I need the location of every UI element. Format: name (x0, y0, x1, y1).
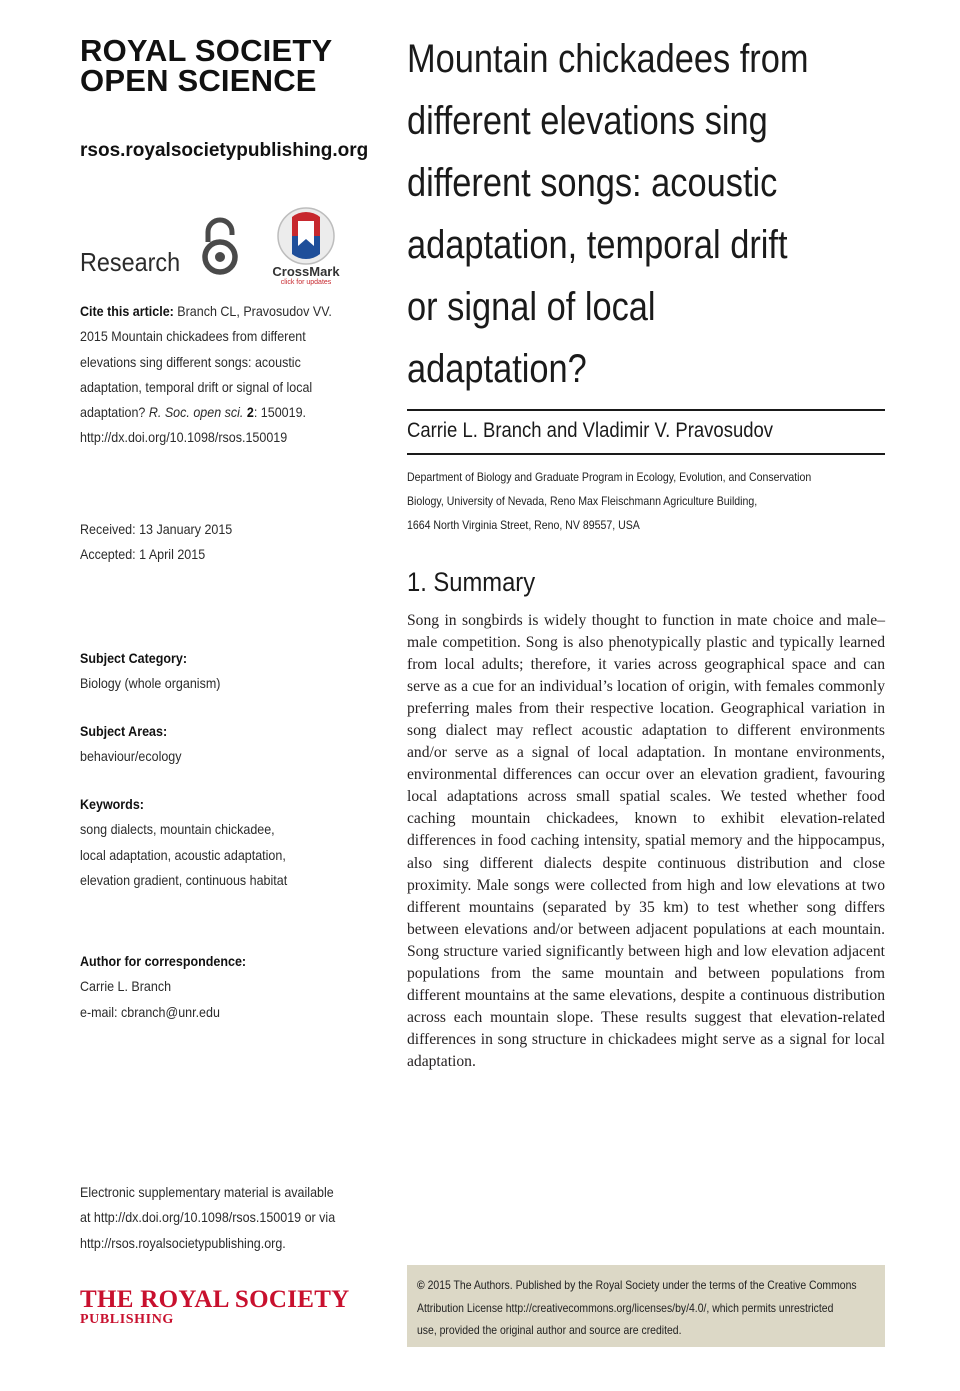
title-divider (407, 409, 885, 411)
citation-volume: 2 (246, 405, 254, 421)
subject-areas-block (80, 719, 347, 770)
email-label: e-mail: (80, 1004, 122, 1020)
citation-text: Branch CL, Pravosudov VV. 2015 Mountain chickadees from different elevations sing different songs: acoustic adaptation, temporal drift or signal of local adaptation? (80, 304, 332, 421)
citation-block (80, 299, 347, 451)
subject-areas-heading: Subject Areas: (80, 724, 168, 739)
accepted-date: Accepted: 1 April 2015 (80, 547, 206, 563)
keywords-heading: Keywords: (80, 797, 144, 812)
dates-block (80, 517, 338, 568)
title-line: or signal of local (407, 285, 656, 329)
keywords-line: local adaptation, acoustic adaptation, (80, 847, 286, 863)
open-access-icon (198, 216, 242, 278)
correspondence-heading: Author for correspondence: (80, 954, 247, 969)
article-title (407, 28, 820, 400)
title-line: Mountain chickadees from (407, 37, 809, 81)
affiliation-line: Biology, University of Nevada, Reno Max Fleischmann Agriculture Building, (407, 494, 758, 508)
title-line: adaptation? (407, 347, 587, 391)
license-line (417, 1275, 876, 1298)
keywords-line: elevation gradient, continuous habitat (80, 872, 288, 888)
license-text (417, 1275, 876, 1343)
journal-name-line1: ROYAL SOCIETY (80, 33, 333, 68)
publisher-logo-line1: THE ROYAL SOCIETY (80, 1286, 350, 1313)
subject-areas-value: behaviour/ecology (80, 749, 182, 765)
supplementary-line: Electronic supplementary material is available (80, 1185, 334, 1200)
subject-category-value: Biology (whole organism) (80, 676, 221, 692)
correspondence-block (80, 949, 347, 1025)
citation-label: Cite this article: (80, 304, 174, 319)
supplementary-line: at http://dx.doi.org/10.1098/rsos.150019 or via (80, 1210, 336, 1226)
author-divider (407, 453, 885, 455)
publisher-logo (80, 1288, 350, 1328)
citation-doi-link[interactable]: http://dx.doi.org/10.1098/rsos.150019 (80, 430, 288, 446)
citation-article-number: : 150019. (253, 405, 307, 421)
title-line: different songs: acoustic (407, 161, 778, 205)
license-line: use, provided the original author and source are credited. (417, 1324, 682, 1337)
citation-journal: R. Soc. open sci. (148, 405, 244, 421)
journal-name-line2: OPEN SCIENCE (80, 63, 317, 98)
keywords-block (80, 792, 347, 893)
crossmark-label: CrossMark (272, 264, 340, 279)
received-date: Received: 13 January 2015 (80, 522, 233, 537)
subject-category-block (80, 646, 347, 697)
correspondence-email-row (80, 1000, 347, 1025)
article-type-label: Research (80, 247, 181, 277)
title-line: adaptation, temporal drift (407, 223, 788, 267)
affiliation-block (407, 465, 865, 537)
journal-url-link[interactable]: rsos.royalsocietypublishing.org (80, 140, 369, 161)
license-line-text: 2015 The Authors. Published by the Royal Society under the terms of the Creative Commons (424, 1279, 857, 1292)
license-line: Attribution License http://creativecommons.org/licenses/by/4.0/, which permits unrestricted (417, 1301, 834, 1315)
supplementary-line: http://rsos.royalsocietypublishing.org. (80, 1235, 286, 1251)
supplementary-note (80, 1180, 356, 1256)
author-list: Carrie L. Branch and Vladimir V. Pravosudov (407, 419, 774, 442)
keywords-line: song dialects, mountain chickadee, (80, 822, 275, 838)
summary-paragraph: Song in songbirds is widely thought to function in mate choice and male–male competition. Song is also phenotypically plastic and typically learned from local adults; therefore, it varies across geographical space and can serve as a cue for an individual’s location of origin, with females commonly preferring males from their respective location. Geographical variation in song dialect may reflect acoustic adaptation to different environments and/or serve as a signal of local adaptation. In montane environments, environmental differences can occur over an elevation gradient, favouring local adaptations across small spatial scales. We tested whether food caching mountain chickadees, known to exhibit elevation-related differences in food caching intensity, spatial memory and the hippocampus, also sing different dialects despite continuous distribution and close proximity. Male songs were collected from high and low elevations at two different mountains (separated by 35 km) to test whether song differs between elevations and/or between adjacent populations at each mountain. Song structure varied significantly between high and low elevation adjacent populations from the same mountain and between populations from different mountains at the same elevations, despite a continuous distribution across each mountain slope. These results suggest that elevation-related differences in song structure in chickadees might serve as a signal for local adaptation. (407, 612, 885, 1070)
copyright-icon: © (417, 1279, 425, 1292)
email-link[interactable]: cbranch@unr.edu (121, 1004, 220, 1020)
publisher-logo-line2: PUBLISHING (80, 1312, 174, 1327)
crossmark-sublabel: click for updates (280, 279, 332, 286)
affiliation-line: 1664 North Virginia Street, Reno, NV 89557, USA (407, 518, 640, 532)
affiliation-line: Department of Biology and Graduate Program in Ecology, Evolution, and Conservation (407, 470, 812, 484)
title-line: different elevations sing (407, 99, 768, 143)
summary-heading: 1. Summary (407, 567, 536, 597)
subject-category-heading: Subject Category: (80, 651, 188, 666)
correspondence-name: Carrie L. Branch (80, 979, 172, 995)
journal-name (80, 33, 333, 98)
